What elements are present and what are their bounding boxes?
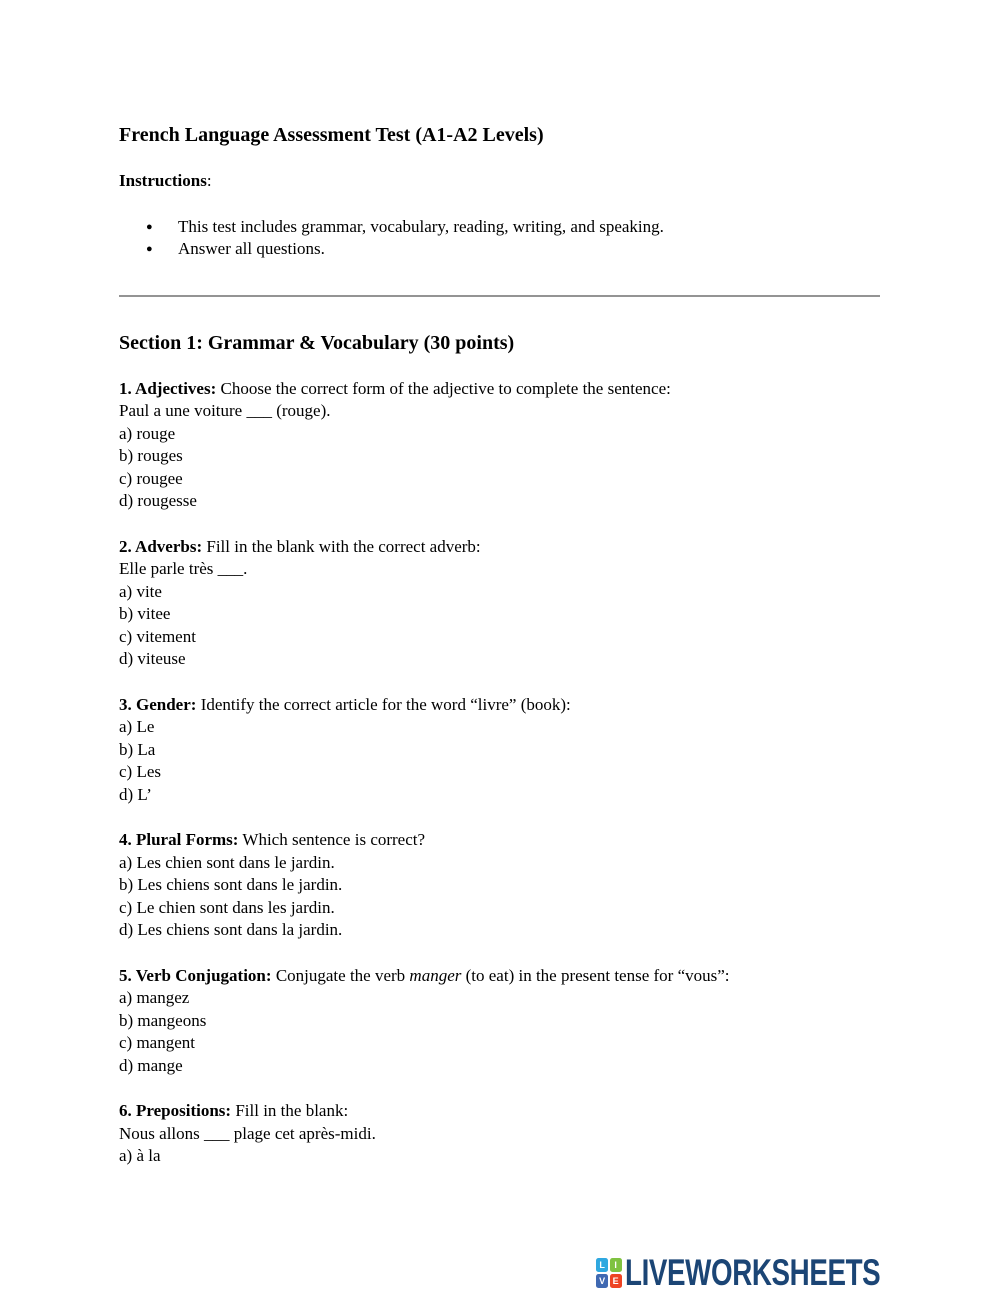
option-line: c) mangent [119, 1033, 195, 1052]
option-line: a) mangez [119, 988, 190, 1007]
instructions-label: Instructions [119, 171, 207, 190]
bullet-text: Answer all questions. [178, 239, 325, 258]
option-line: d) viteuse [119, 649, 186, 668]
option-line: a) à la [119, 1146, 161, 1165]
question-lead: 6. Prepositions: [119, 1101, 232, 1120]
l-letter-square-icon: L [596, 1258, 608, 1272]
question-stem: Paul a une voiture ___ (rouge). [119, 401, 331, 420]
question-lead: 3. Gender: [119, 694, 197, 714]
bullet-icon: ● [146, 220, 153, 233]
v-letter-square-icon: V [596, 1274, 608, 1288]
question-prompt-line [119, 829, 880, 852]
bullet-text: This test includes grammar, vocabulary, reading, writing, and speaking. [178, 216, 664, 236]
document-title: French Language Assessment Test (A1-A2 Levels) [119, 124, 544, 146]
question-block-3 [119, 694, 880, 807]
question-prompt: Fill in the blank with the correct adverb: [202, 536, 481, 556]
question-lead: 2. Adverbs: [119, 536, 203, 556]
question-prompt-post: (to eat) in the present tense for “vous”: [461, 965, 730, 985]
question-prompt-line [119, 378, 880, 401]
question-prompt-line [119, 694, 880, 717]
question-block-4 [119, 829, 880, 942]
i-letter-square-icon: I [610, 1258, 622, 1272]
question-block-6 [119, 1100, 880, 1168]
horizontal-rule [119, 295, 880, 297]
question-block-1 [119, 378, 880, 513]
option-line: a) Les chien sont dans le jardin. [119, 852, 335, 872]
instructions-heading [119, 170, 880, 193]
instructions-colon: : [206, 171, 212, 190]
option-line: b) rouges [119, 446, 183, 465]
question-prompt: Identify the correct article for the word “livre” (book): [196, 694, 571, 714]
question-prompt-italic: manger [409, 965, 462, 985]
option-line: d) rougesse [119, 491, 197, 510]
option-line: d) Les chiens sont dans la jardin. [119, 920, 343, 939]
instructions-list [119, 216, 880, 261]
question-prompt: Choose the correct form of the adjective to complete the sentence: [216, 378, 671, 398]
question-prompt-line [119, 965, 880, 988]
option-line: b) Les chiens sont dans le jardin. [119, 875, 343, 894]
section-title: Section 1: Grammar & Vocabulary (30 points) [119, 331, 515, 354]
option-line: a) Le [119, 717, 155, 736]
brand-wordmark: LIVEWORKSHEETS [624, 1252, 880, 1293]
liveworksheets-logo [596, 1252, 965, 1294]
option-line: d) L’ [119, 784, 152, 804]
question-prompt: Fill in the blank: [231, 1101, 349, 1120]
logo-squares-icon [596, 1258, 622, 1288]
list-item [119, 238, 880, 261]
question-block-5 [119, 965, 880, 1078]
question-prompt-pre: Conjugate the verb [271, 965, 410, 985]
question-lead: 1. Adjectives: [119, 378, 217, 398]
question-prompt: Which sentence is correct? [238, 830, 426, 849]
option-line: c) Les [119, 762, 162, 781]
option-line: b) mangeons [119, 1010, 207, 1030]
option-line: d) mange [119, 1055, 183, 1075]
bullet-icon: ● [146, 243, 153, 255]
question-stem: Nous allons ___ plage cet après-midi. [119, 1123, 376, 1143]
option-line: a) rouge [119, 423, 176, 443]
list-item [119, 216, 880, 239]
option-line: c) rougee [119, 468, 183, 488]
option-line: b) vitee [119, 604, 171, 623]
e-letter-square-icon: E [610, 1274, 622, 1288]
option-line: c) Le chien sont dans les jardin. [119, 897, 335, 917]
question-prompt-line [119, 536, 880, 559]
question-block-2 [119, 536, 880, 671]
question-lead: 4. Plural Forms: [119, 830, 239, 849]
option-line: b) La [119, 739, 156, 759]
option-line: a) vite [119, 581, 162, 601]
question-stem: Elle parle très ___. [119, 559, 248, 578]
option-line: c) vitement [119, 626, 196, 646]
question-prompt-line [119, 1100, 880, 1123]
question-lead: 5. Verb Conjugation: [119, 965, 272, 985]
